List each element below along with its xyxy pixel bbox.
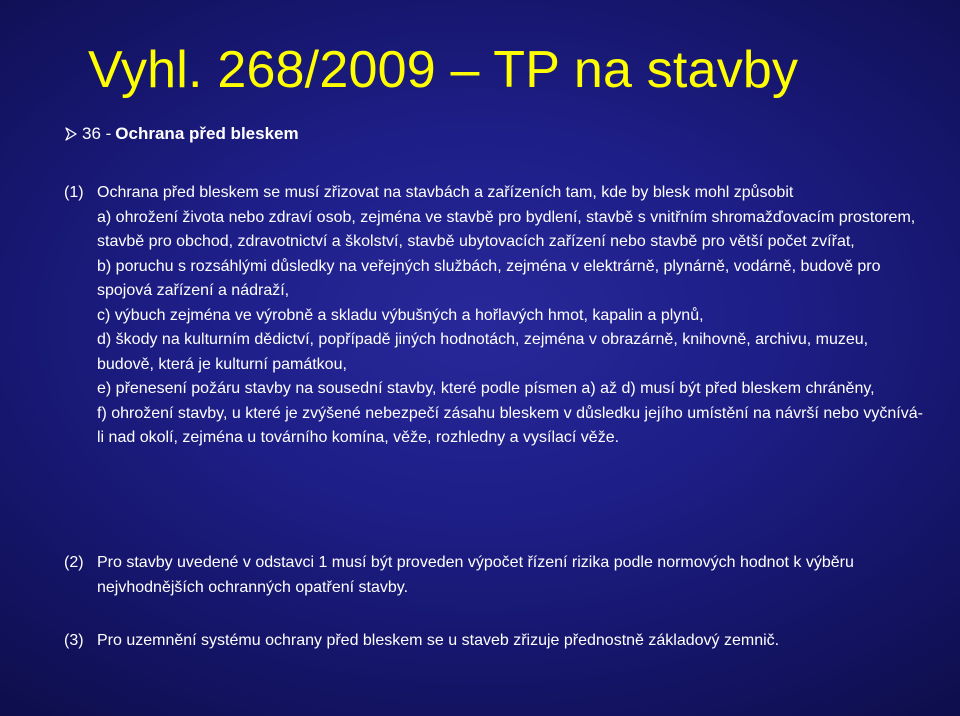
list-item-c: c) výbuch zejména ve výrobně a skladu výbušných a hořlavých hmot, kapalin a plynů, xyxy=(97,306,704,324)
paragraph-3-text: Pro uzemnění systému ochrany před bleskem se u staveb zřizuje přednostně základový zemnič. xyxy=(97,632,780,649)
list-item-e: e) přenesení požáru stavby na sousední stavby, které podle písmen a) až d) musí být před bleskem chráněny, xyxy=(97,380,875,397)
list-item-b: b) poruchu s rozsáhlými důsledky na veřejných službách, zejména v elektrárně, plynárně, vodárně, budově pro spojová zařízení a nádraží, xyxy=(97,257,881,299)
paragraph-1-lead: Ochrana před bleskem se musí zřizovat na stavbách a zařízeních tam, kde by blesk mohl způsobit xyxy=(97,184,794,201)
subheading-number: 36 - xyxy=(82,124,112,143)
list-item-d: d) škody na kulturním dědictví, popřípadě jiných hodnotách, zejména v obrazárně, knihovně, archivu, muzeu, budově, která je kulturní památkou, xyxy=(97,331,869,373)
list-item-a: a) ohrožení života nebo zdraví osob, zejména ve stavbě pro bydlení, stavbě s vnitřním shromažďovacím prostorem, stavbě pro obchod, zdravotnictví a školství, stavbě ubytovacích zařízení nebo stavbě pro větší počet zvířat, xyxy=(97,208,916,250)
paragraph-2-label: (2) xyxy=(64,554,84,571)
slide-title: Vyhl. 268/2009 – TP na stavby xyxy=(88,41,799,99)
subheading-text: Ochrana před bleskem xyxy=(115,124,299,143)
hollow-arrow-bullet-icon xyxy=(64,124,80,144)
paragraph-1-items xyxy=(64,206,924,451)
paragraph-1 xyxy=(64,181,924,451)
paragraph-1-label: (1) xyxy=(64,184,84,201)
paragraph-2 xyxy=(64,551,924,600)
paragraph-3 xyxy=(64,629,924,654)
paragraph-2-text: Pro stavby uvedené v odstavci 1 musí být proveden výpočet řízení rizika podle normových hodnot k výběru nejvhodnějších ochranných opatření stavby. xyxy=(97,554,854,596)
subheading xyxy=(64,124,299,144)
list-item-f: f) ohrožení stavby, u které je zvýšené nebezpečí zásahu bleskem v důsledku jejího umístění na návrší nebo vyčnívá-li nad okolí, zejména u továrního komína, věže, rozhledny a vysílací věže. xyxy=(97,404,923,446)
paragraph-3-label: (3) xyxy=(64,632,84,649)
